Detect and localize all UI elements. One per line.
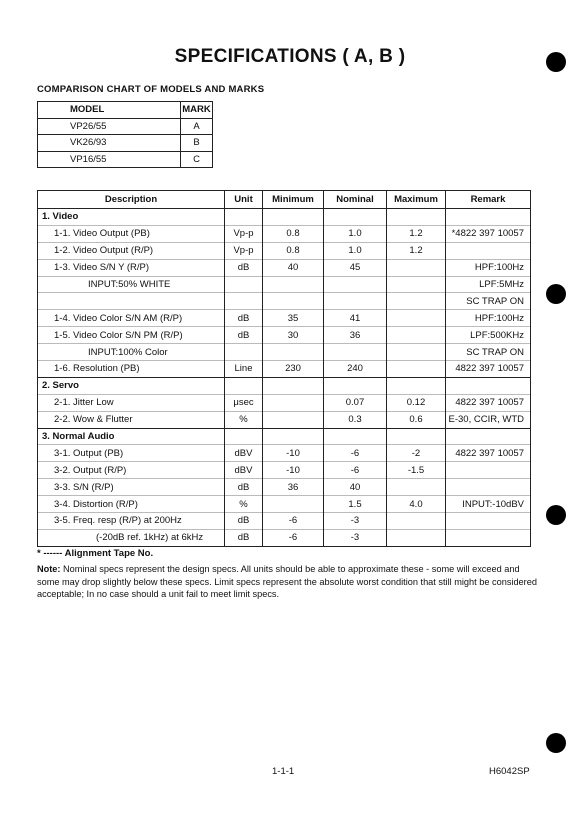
empty-cell xyxy=(263,377,324,394)
empty-cell xyxy=(225,209,263,226)
empty-cell xyxy=(446,209,531,226)
spec-row xyxy=(38,462,531,479)
description-cell: 1-3. Video S/N Y (R/P) xyxy=(38,259,225,276)
binder-hole xyxy=(546,284,566,304)
remark-cell: 4822 397 10057 xyxy=(446,394,531,411)
minimum-cell: 0.8 xyxy=(263,242,324,259)
nominal-cell xyxy=(324,293,387,310)
section-row xyxy=(38,377,531,394)
minimum-cell: -6 xyxy=(263,513,324,530)
section-title: 2. Servo xyxy=(38,377,225,394)
spec-row xyxy=(38,361,531,378)
model-row xyxy=(38,118,213,135)
specs-header-row xyxy=(38,191,531,209)
page-title: SPECIFICATIONS ( A, B ) xyxy=(174,46,406,67)
unit-cell xyxy=(225,293,263,310)
minimum-cell xyxy=(263,394,324,411)
maximum-cell xyxy=(387,529,446,546)
remark-cell: LPF:500KHz xyxy=(446,327,531,344)
nominal-cell: 1.5 xyxy=(324,496,387,513)
nominal-cell: -6 xyxy=(324,462,387,479)
unit-cell: dB xyxy=(225,310,263,327)
model-row xyxy=(38,135,213,152)
page-number: 1-1-1 xyxy=(272,766,295,777)
unit-header: Unit xyxy=(225,191,263,209)
comparison-heading: COMPARISON CHART OF MODELS AND MARKS xyxy=(37,84,265,95)
remark-cell: E-30, CCIR, WTD xyxy=(446,411,531,428)
unit-cell: μsec xyxy=(225,394,263,411)
description-cell: 1-4. Video Color S/N AM (R/P) xyxy=(38,310,225,327)
minimum-cell: 35 xyxy=(263,310,324,327)
remark-cell xyxy=(446,529,531,546)
note-label: Note: xyxy=(37,564,61,574)
spec-row xyxy=(38,242,531,259)
minimum-cell: 230 xyxy=(263,361,324,378)
model-header: MODEL xyxy=(38,102,181,119)
description-cell: INPUT:50% WHITE xyxy=(38,276,225,293)
minimum-cell xyxy=(263,293,324,310)
description-cell: 2-1. Jitter Low xyxy=(38,394,225,411)
unit-cell: dBV xyxy=(225,462,263,479)
maximum-cell: 0.6 xyxy=(387,411,446,428)
remark-cell: *4822 397 10057 xyxy=(446,225,531,242)
remark-cell xyxy=(446,462,531,479)
remark-cell: SC TRAP ON xyxy=(446,293,531,310)
description-cell: 1-5. Video Color S/N PM (R/P) xyxy=(38,327,225,344)
model-cell: VP26/55 xyxy=(38,118,181,135)
description-cell: 3-4. Distortion (R/P) xyxy=(38,496,225,513)
remark-cell: INPUT:-10dBV xyxy=(446,496,531,513)
spec-row xyxy=(38,225,531,242)
empty-cell xyxy=(324,377,387,394)
empty-cell xyxy=(263,428,324,445)
mark-cell: C xyxy=(181,151,213,168)
minimum-header: Minimum xyxy=(263,191,324,209)
description-cell: 3-3. S/N (R/P) xyxy=(38,479,225,496)
minimum-cell: 36 xyxy=(263,479,324,496)
empty-cell xyxy=(225,428,263,445)
section-title: 1. Video xyxy=(38,209,225,226)
minimum-cell: 0.8 xyxy=(263,225,324,242)
description-cell xyxy=(38,293,225,310)
empty-cell xyxy=(387,209,446,226)
minimum-cell xyxy=(263,411,324,428)
unit-cell: dB xyxy=(225,259,263,276)
maximum-cell xyxy=(387,327,446,344)
remark-cell xyxy=(446,242,531,259)
empty-cell xyxy=(387,377,446,394)
maximum-cell xyxy=(387,276,446,293)
minimum-cell: -10 xyxy=(263,462,324,479)
spec-row xyxy=(38,394,531,411)
maximum-cell xyxy=(387,259,446,276)
description-header: Description xyxy=(38,191,225,209)
unit-cell: dB xyxy=(225,479,263,496)
mark-header: MARK xyxy=(181,102,213,119)
nominal-cell: 1.0 xyxy=(324,242,387,259)
spec-row xyxy=(38,445,531,462)
description-cell: 1-6. Resolution (PB) xyxy=(38,361,225,378)
model-cell: VP16/55 xyxy=(38,151,181,168)
nominal-cell: -6 xyxy=(324,445,387,462)
unit-cell: dB xyxy=(225,327,263,344)
minimum-cell: -10 xyxy=(263,445,324,462)
minimum-cell xyxy=(263,276,324,293)
empty-cell xyxy=(446,377,531,394)
nominal-cell xyxy=(324,276,387,293)
spec-row xyxy=(38,513,531,530)
binder-hole xyxy=(546,733,566,753)
nominal-cell: 41 xyxy=(324,310,387,327)
unit-cell: Vp-p xyxy=(225,225,263,242)
unit-cell: dBV xyxy=(225,445,263,462)
unit-cell: dB xyxy=(225,529,263,546)
description-cell: 3-1. Output (PB) xyxy=(38,445,225,462)
empty-cell xyxy=(324,428,387,445)
note-text: Nominal specs represent the design specs. All units should be able to approximate these - some will exceed and some may drop slightly below these specs. Limit specs represent the absolute worst condition that still might be considered acceptable; In no case should a unit fail to meet limit specs. xyxy=(37,564,537,599)
models-table xyxy=(37,101,213,168)
minimum-cell: -6 xyxy=(263,529,324,546)
section-row xyxy=(38,428,531,445)
binder-hole xyxy=(546,505,566,525)
document-id: H6042SP xyxy=(489,766,530,777)
unit-cell: % xyxy=(225,496,263,513)
spec-row xyxy=(38,310,531,327)
empty-cell xyxy=(324,209,387,226)
specifications-table xyxy=(37,190,531,547)
model-row xyxy=(38,151,213,168)
binder-hole xyxy=(546,52,566,72)
mark-cell: A xyxy=(181,118,213,135)
nominal-cell: 0.3 xyxy=(324,411,387,428)
spec-row xyxy=(38,496,531,513)
description-cell: 1-1. Video Output (PB) xyxy=(38,225,225,242)
minimum-cell: 40 xyxy=(263,259,324,276)
unit-cell xyxy=(225,344,263,361)
remark-cell: 4822 397 10057 xyxy=(446,361,531,378)
remark-cell xyxy=(446,513,531,530)
remark-header: Remark xyxy=(446,191,531,209)
nominal-cell: 1.0 xyxy=(324,225,387,242)
empty-cell xyxy=(225,377,263,394)
specs-note xyxy=(37,563,537,601)
section-title: 3. Normal Audio xyxy=(38,428,225,445)
models-header-row xyxy=(38,102,213,119)
empty-cell xyxy=(387,428,446,445)
nominal-header: Nominal xyxy=(324,191,387,209)
maximum-cell xyxy=(387,293,446,310)
empty-cell xyxy=(263,209,324,226)
remark-cell: SC TRAP ON xyxy=(446,344,531,361)
description-cell: 2-2. Wow & Flutter xyxy=(38,411,225,428)
nominal-cell: 36 xyxy=(324,327,387,344)
maximum-cell xyxy=(387,361,446,378)
remark-cell xyxy=(446,479,531,496)
maximum-cell: 0.12 xyxy=(387,394,446,411)
minimum-cell: 30 xyxy=(263,327,324,344)
maximum-header: Maximum xyxy=(387,191,446,209)
minimum-cell xyxy=(263,496,324,513)
maximum-cell xyxy=(387,513,446,530)
alignment-tape-footnote: * ------ Alignment Tape No. xyxy=(37,548,154,559)
maximum-cell xyxy=(387,310,446,327)
maximum-cell xyxy=(387,479,446,496)
description-cell: 3-5. Freq. resp (R/P) at 200Hz xyxy=(38,513,225,530)
maximum-cell: 1.2 xyxy=(387,225,446,242)
remark-cell: HPF:100Hz xyxy=(446,259,531,276)
spec-row xyxy=(38,276,531,293)
nominal-cell: -3 xyxy=(324,529,387,546)
maximum-cell: 1.2 xyxy=(387,242,446,259)
mark-cell: B xyxy=(181,135,213,152)
nominal-cell: -3 xyxy=(324,513,387,530)
remark-cell: HPF:100Hz xyxy=(446,310,531,327)
description-cell: INPUT:100% Color xyxy=(38,344,225,361)
spec-row xyxy=(38,479,531,496)
maximum-cell xyxy=(387,344,446,361)
remark-cell: 4822 397 10057 xyxy=(446,445,531,462)
spec-row xyxy=(38,293,531,310)
nominal-cell: 240 xyxy=(324,361,387,378)
unit-cell: Vp-p xyxy=(225,242,263,259)
spec-row xyxy=(38,529,531,546)
maximum-cell: -1.5 xyxy=(387,462,446,479)
unit-cell: Line xyxy=(225,361,263,378)
nominal-cell: 40 xyxy=(324,479,387,496)
remark-cell: LPF:5MHz xyxy=(446,276,531,293)
empty-cell xyxy=(446,428,531,445)
nominal-cell: 0.07 xyxy=(324,394,387,411)
spec-row xyxy=(38,259,531,276)
description-cell: 1-2. Video Output (R/P) xyxy=(38,242,225,259)
maximum-cell: 4.0 xyxy=(387,496,446,513)
spec-row xyxy=(38,327,531,344)
spec-row xyxy=(38,411,531,428)
unit-cell: dB xyxy=(225,513,263,530)
model-cell: VK26/93 xyxy=(38,135,181,152)
unit-cell xyxy=(225,276,263,293)
minimum-cell xyxy=(263,344,324,361)
nominal-cell: 45 xyxy=(324,259,387,276)
section-row xyxy=(38,209,531,226)
maximum-cell: -2 xyxy=(387,445,446,462)
description-cell: 3-2. Output (R/P) xyxy=(38,462,225,479)
nominal-cell xyxy=(324,344,387,361)
unit-cell: % xyxy=(225,411,263,428)
description-cell: (-20dB ref. 1kHz) at 6kHz xyxy=(38,529,225,546)
spec-row xyxy=(38,344,531,361)
